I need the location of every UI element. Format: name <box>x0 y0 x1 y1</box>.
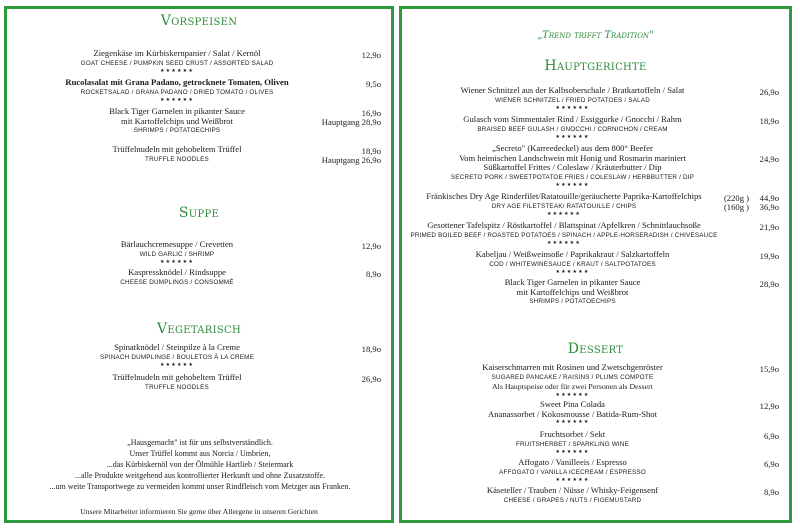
left-menu-card <box>4 6 394 523</box>
star-divider: ★★★★★★ <box>546 211 582 217</box>
section-title-suppe: Suppe <box>178 205 220 221</box>
menu-price: 18,9o <box>361 146 381 156</box>
menu-price: 18,9o <box>361 344 381 354</box>
star-divider: ★★★★★★ <box>555 477 590 483</box>
menu-item: Trüffelnudeln mit gehobeltem Trüffel TRUFFLE NOODLES <box>112 144 242 163</box>
menu-price: 12,9o <box>361 241 381 251</box>
star-divider: ★★★★★★ <box>555 134 590 140</box>
menu-price: 12,9o <box>361 50 381 60</box>
menu-price: 6,9o <box>763 459 779 469</box>
menu-item: Käseteller / Trauben / Nüsse / Whisky-Feigensenf CHEESE / GRAPES / NUTS / FIGEMUSTARD <box>486 485 659 504</box>
star-divider: ★★★★★★ <box>159 259 195 265</box>
weight-label: (160g ) <box>723 202 749 212</box>
menu-price: 44,9o <box>759 193 779 203</box>
menu-item: Kaspressknödel / Rindsuppe CHEESE DUMPLINGS / CONSOMMÉ <box>120 267 234 286</box>
menu-price: 24,9o <box>759 154 779 164</box>
star-divider: ★★★★★★ <box>159 362 195 368</box>
menu-item: Wiener Schnitzel aus der Kalbsoberschale / Bratkartoffeln / Salat WIENER SCHNITZEL / FRIED POTATOES / SALAD ★★★★★★ <box>420 86 725 111</box>
menu-price-main: Hauptgang 28,9o <box>321 117 381 127</box>
menu-item: Ziegenkäse im Kürbiskernpanier / Salat / Kernöl GOAT CHEESE / PUMPKIN SEED CRUST / ASSORTED SALAD ★★★★★★ <box>47 49 307 74</box>
menu-item: Fruchtsorbet / Sekt FRUITSHERBET / SPARKLING WINE ★★★★★★ <box>420 430 725 455</box>
star-divider: ★★★★★★ <box>555 391 590 398</box>
menu-item: Kaiserschmarren mit Rosinen und Zwetschgenröster SUGARED PANCAKE / RAISINS / PLUMS COMPOTE Als Hauptspeise oder für zwei Personen als Dessert ★★★★★★ <box>420 363 725 398</box>
info-text: „Hausgemacht" ist für uns selbstverständlich. Unser Trüffel kommt aus Norcia / Umbrien, ...das Kürbiskernöl von der Ölmühle Hartlieb / Steiermark ...alle Produkte weitgehend aus kontrollierter Herkunft und ohne Zusatzstoffe. ...um weite Transportwege zu vermeiden kommt unser Rindfleisch vom Metzger aus Franken. <box>49 438 351 491</box>
star-divider: ★★★★★★ <box>555 419 590 425</box>
menu-item: Sweet Pina Colada Ananassorbet / Kokosmousse / Batida-Rum-Shot ★★★★★★ <box>420 400 725 425</box>
motto: „Trend trifft Tradition" <box>537 30 654 41</box>
menu-item: Trüffelnudeln mit gehobeltem Trüffel TRUFFLE NOODLES <box>112 372 242 391</box>
menu-price: 18,9o <box>759 116 779 126</box>
weight-label: (220g ) <box>723 193 749 203</box>
star-divider: ★★★★★★ <box>159 68 195 74</box>
menu-price: 8,9o <box>365 269 381 279</box>
menu-price: 19,9o <box>759 251 779 261</box>
star-divider: ★★★★★★ <box>546 240 582 246</box>
menu-price-main: Hauptgang 26,9o <box>321 155 381 165</box>
star-divider: ★★★★★★ <box>555 105 590 111</box>
menu-price: 8,9o <box>763 487 779 497</box>
menu-price: 21,9o <box>759 222 779 232</box>
menu-price: 16,9o <box>361 108 381 118</box>
star-divider: ★★★★★★ <box>159 97 195 103</box>
menu-item: Kabeljau / Weißweinsoße / Paprikakraut / Salzkartoffeln COD / WHITEWINESAUCE / KRAUT / SALTPOTATOES ★★★★★★ <box>420 250 725 275</box>
menu-item: Bärlauchcremesuppe / Crevetten WILD GARLIC / SHRIMP ★★★★★★ <box>47 240 307 265</box>
right-menu-card <box>399 6 792 523</box>
menu-item: Black Tiger Garnelen in pikanter Sauce mit Kartoffelchips und Weißbrot SHRIMPS / POTATOECHIPS <box>109 106 245 134</box>
menu-price: 9,5o <box>365 79 381 89</box>
section-title-hauptgerichte: Hauptgerichte <box>544 58 647 74</box>
menu-item: Black Tiger Garnelen in pikanter Sauce mit Kartoffelchips und Weißbrot SHRIMPS / POTATOECHIPS <box>504 277 641 305</box>
menu-price: 12,9o <box>759 401 779 411</box>
menu-item: Gulasch vom Simmentaler Rind / Essiggurke / Gnocchi / Rahm BRAISED BEEF GULASH / GNOCCHI / CORNICHON / CREAM ★★★★★★ <box>420 115 725 140</box>
menu-item: Spinatknödel / Steinpilze à la Creme SPINACH DUMPLINGE / BOULETOS À LA CREME ★★★★★★ <box>47 343 307 368</box>
menu-price: 36,9o <box>759 202 779 212</box>
star-divider: ★★★★★★ <box>555 449 590 455</box>
star-divider: ★★★★★★ <box>555 182 590 188</box>
section-title-vorspeisen: Vorspeisen <box>160 13 238 29</box>
menu-item: Rucolasalat mit Grana Padano, getrocknete Tomaten, Oliven ROCKETSALAD / GRANA PADANO / DRIED TOMATO / OLIVES ★★★★★★ <box>37 78 317 103</box>
menu-item: „Secreto" (Karreedeckel) aus dem 800° Beefer Vom heimischen Landschwein mit Honig und Rosmarin mariniert Süßkartoffel Frittes / Coleslaw / Kräuterbutter / Dip SECRETO PORK / SWEETPOTATOE FRIES / COLESLAW / HERBBUTTER / DIP ★★★★★★ <box>420 144 725 188</box>
menu-price: 26,9o <box>361 374 381 384</box>
menu-price: 26,9o <box>759 87 779 97</box>
menu-price: 15,9o <box>759 364 779 374</box>
star-divider: ★★★★★★ <box>555 269 590 275</box>
menu-item: Affogato / Vanilleeis / Espresso AFFOGATO / VANILLA ICECREAM / ESPRESSO ★★★★★★ <box>420 458 725 483</box>
menu-price: 6,9o <box>763 431 779 441</box>
section-title-dessert: Dessert <box>567 341 624 357</box>
menu-price: 28,9o <box>759 279 779 289</box>
menu-item: Fränkisches Dry Age Rinderfilet/Ratatouille/geräucherte Paprika-Kartoffelchips DRY AGE FILETSTEAK/ RATATOUILLE / CHIPS ★★★★★★ <box>408 192 720 217</box>
allergen-footer: Unsere Mitarbeiter informieren Sie gerne über Allergene in unseren Gerichten <box>80 507 318 516</box>
menu-item: Gesottener Tafelspitz / Röstkartoffel / Blattspinat /Apfelkren / Schnittlauchsoße PRIMED BOILED BEEF / ROASTED POTATOES / SPINACH / APPLE-HORSERADISH / CHIVESAUCE ★★★★★★ <box>406 221 722 246</box>
section-title-vegetarisch: Vegetarisch <box>156 321 242 337</box>
